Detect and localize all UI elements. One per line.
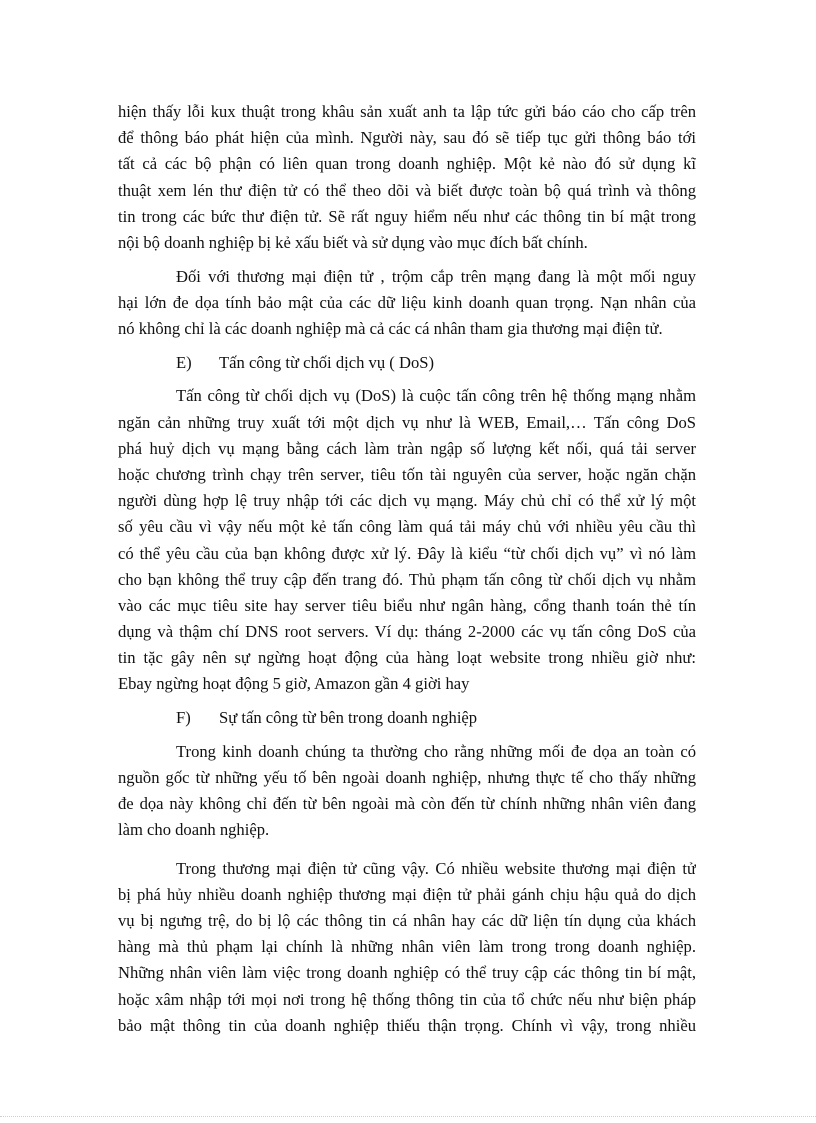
text-line: nguồn gốc từ những yếu tố bên ngoài doanh nghiệp, nhưng thực tế cho thấy những: [118, 768, 696, 787]
text-line: cho bạn không thể truy cập đến trang đó. Thủ phạm tấn công từ chối dịch vụ nhằm: [118, 569, 696, 589]
section-marker: E): [176, 352, 192, 372]
text-line: bảo mật thông tin của doanh nghiệp thiếu thận trọng. Chính vì vậy, trong nhiều: [118, 1015, 696, 1035]
text-line: nội bộ doanh nghiệp bị kẻ xấu biết và sử dụng vào mục đích bất chính.: [118, 232, 588, 252]
section-heading-e: [118, 350, 696, 376]
text-line: tin trong các bức thư điện tử. Sẽ rất nguy hiểm nếu như các thông tin bí mật trong: [118, 206, 696, 226]
text-line: Ebay ngừng hoạt động 5 giờ, Amazon gần 4 giời hay: [118, 674, 470, 694]
text-line: thuật xem lén thư điện tử có thể theo dõi và biết được toàn bộ quá trình và thông: [118, 180, 696, 200]
text-line: dụng và thậm chí DNS root servers. Ví dụ: tháng 2-2000 các vụ tấn công DoS của: [118, 622, 696, 642]
text-line: Trong thương mại điện tử cũng vậy. Có nhiều website thương mại điện tử: [176, 858, 696, 878]
text-line: hàng mà thủ phạm lại chính là những nhân viên làm trong trong doanh nghiệp.: [118, 937, 696, 957]
section-title: Sự tấn công từ bên trong doanh nghiệp: [219, 708, 478, 728]
text-line: người dùng hợp lệ truy nhập tới các dịch vụ mạng. Máy chủ chỉ có thể xử lý một: [118, 491, 696, 511]
text-line: hiện thấy lỗi kux thuật trong khâu sản xuất anh ta lập tức gửi báo cáo cho cấp trên: [118, 102, 696, 121]
paragraph-dos: [118, 383, 696, 697]
text-line: có thể yêu cầu của bạn không được xử lý. Đây là kiểu “từ chối dịch vụ” vì nó làm: [118, 543, 696, 563]
paragraph-online-theft: [118, 264, 696, 343]
document-body: [118, 99, 696, 1039]
text-line: số yêu cầu vì vậy nếu một kẻ tấn công làm quá tải máy chủ với nhiều yêu cầu thì: [118, 517, 696, 537]
text-line: hoặc xâm nhập tới mọi nơi trong hệ thống thông tin của tổ chức nếu như biện pháp: [118, 989, 696, 1009]
section-marker: F): [176, 708, 191, 728]
text-line: hại lớn đe dọa tính bảo mật của các dữ liệu kinh doanh quan trọng. Nạn nhân của: [118, 292, 696, 312]
text-line: tin tặc gây nên sự ngừng hoạt động của hàng loạt website trong nhiều giờ như:: [118, 648, 696, 668]
text-line: Đối với thương mại điện tử , trộm cắp trên mạng đang là một mối nguy: [176, 266, 696, 286]
text-line: tất cả các bộ phận có liên quan trong doanh nghiệp. Một kẻ nào đó sử dụng kĩ: [118, 154, 696, 174]
section-title: Tấn công từ chối dịch vụ ( DoS): [219, 352, 434, 372]
text-line: ngăn cản những truy xuất tới một dịch vụ như là WEB, Email,… Tấn công DoS: [118, 412, 696, 432]
text-line: bị phá hủy nhiều doanh nghiệp thương mại điện tử phải gánh chịu hậu quả do dịch: [118, 884, 696, 904]
text-line: nó không chỉ là các doanh nghiệp mà cả các cá nhân tham gia thương mại điện tử.: [118, 319, 663, 338]
text-line: Trong kinh doanh chúng ta thường cho rằng những mối đe dọa an toàn có: [176, 741, 696, 761]
text-line: đe dọa này không chỉ đến từ bên ngoài mà còn đến từ chính những nhân viên đang: [118, 794, 696, 814]
text-line: vụ bị ngưng trệ, do bị lộ các thông tin cá nhân hay các dữ liện tín dụng của khách: [118, 910, 696, 930]
text-line: để thông báo phát hiện của mình. Người này, sau đó sẽ tiếp tục gửi thông báo tới: [118, 128, 696, 148]
text-line: vào các mục tiêu site hay server tiêu biểu như ngân hàng, cổng thanh toán thẻ tín: [118, 595, 696, 615]
section-heading-f: [118, 705, 696, 731]
paragraph-email-snooping: [118, 99, 696, 256]
text-line: hoặc chương trình chạy trên server, tiêu tốn tài nguyên của server, hoặc ngăn chặn: [118, 464, 696, 484]
text-line: Tấn công từ chối dịch vụ (DoS) là cuộc tấn công trên hệ thống mạng nhằm: [176, 386, 696, 406]
page-bottom-border: [0, 1116, 816, 1118]
text-line: làm cho doanh nghiệp.: [118, 820, 270, 840]
text-line: Những nhân viên làm việc trong doanh nghiệp có thể truy cập các thông tin bí mật,: [118, 963, 696, 983]
paragraph-insider-threats: [118, 739, 696, 844]
text-line: phá huỷ dịch vụ mạng bằng cách làm tràn ngập số lượng kết nối, quá tải server: [118, 438, 696, 458]
paragraph-ecommerce-insiders: [118, 856, 696, 1039]
